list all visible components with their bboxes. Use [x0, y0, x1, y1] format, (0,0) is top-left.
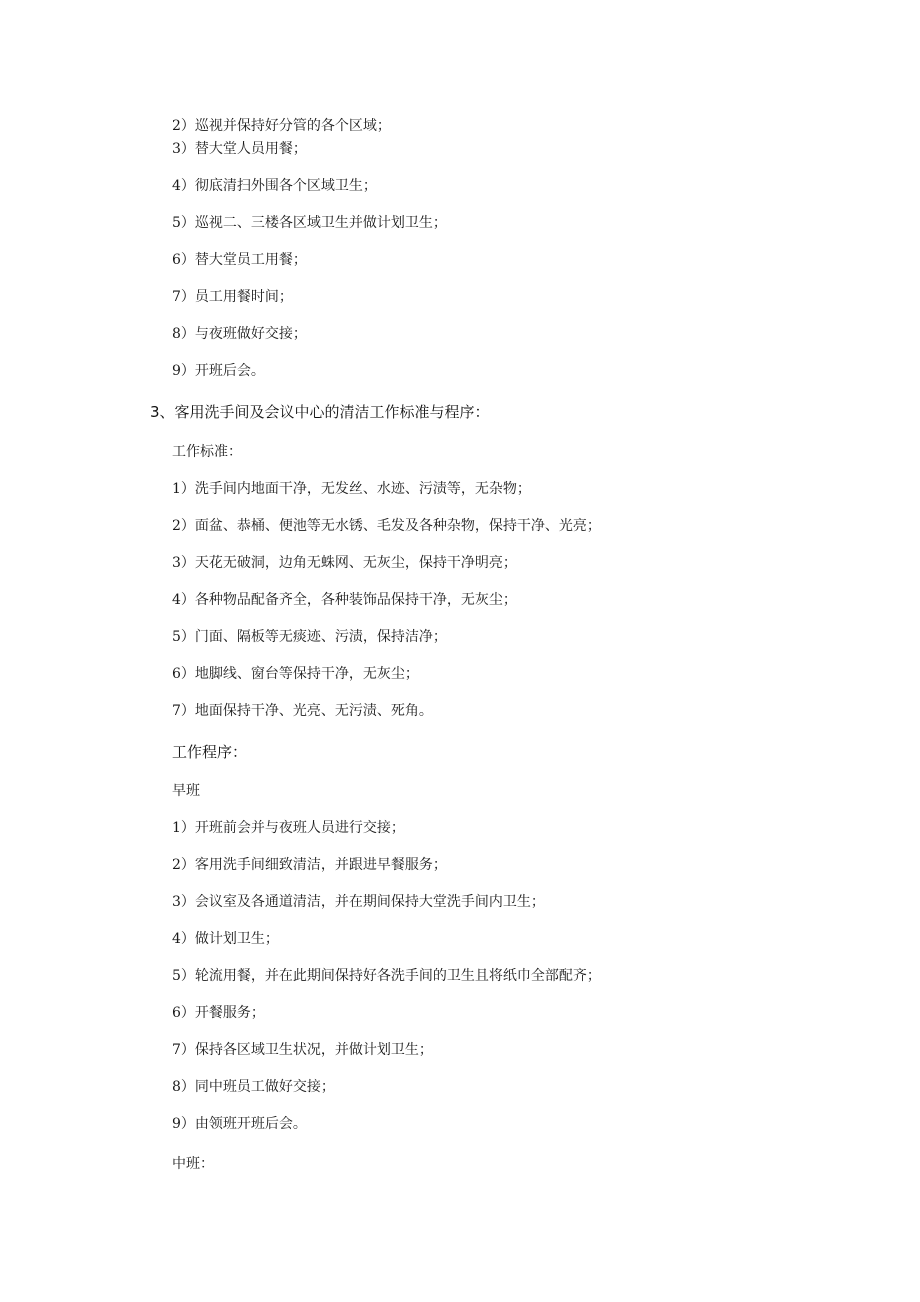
early-shift-item: 7）保持各区域卫生状况，并做计划卫生； [172, 1042, 433, 1058]
list-item: 2）巡视并保持好分管的各个区域； [172, 118, 391, 134]
standard-item: 7）地面保持干净、光亮、无污渍、死角。 [172, 703, 433, 719]
section-heading: 3、客用洗手间及会议中心的清洁工作标准与程序： [150, 403, 490, 421]
early-shift-item: 2）客用洗手间细致清洁，并跟进早餐服务； [172, 857, 447, 873]
standard-item: 1）洗手间内地面干净，无发丝、水迹、污渍等，无杂物； [172, 481, 531, 497]
early-shift-item: 6）开餐服务； [172, 1005, 265, 1021]
early-shift-item: 1）开班前会并与夜班人员进行交接； [172, 820, 405, 836]
list-item: 7）员工用餐时间； [172, 289, 293, 305]
standard-item: 3）天花无破洞，边角无蛛网、无灰尘，保持干净明亮； [172, 555, 517, 571]
early-shift-label: 早班 [172, 783, 200, 799]
early-shift-item: 3）会议室及各通道清洁，并在期间保持大堂洗手间内卫生； [172, 894, 545, 910]
list-item: 4）彻底清扫外围各个区域卫生； [172, 178, 377, 194]
early-shift-item: 5）轮流用餐，并在此期间保持好各洗手间的卫生且将纸巾全部配齐； [172, 968, 601, 984]
early-shift-item: 9）由领班开班后会。 [172, 1116, 307, 1132]
standard-item: 5）门面、隔板等无痰迹、污渍，保持洁净； [172, 629, 447, 645]
early-shift-item: 8）同中班员工做好交接； [172, 1079, 335, 1095]
early-shift-item: 4）做计划卫生； [172, 931, 279, 947]
list-item: 8）与夜班做好交接； [172, 326, 307, 342]
list-item: 9）开班后会。 [172, 363, 265, 379]
standard-item: 2）面盆、恭桶、便池等无水锈、毛发及各种杂物，保持干净、光亮； [172, 518, 601, 534]
standard-label: 工作标准： [172, 444, 242, 460]
procedure-heading: 工作程序： [172, 743, 248, 761]
standard-item: 6）地脚线、窗台等保持干净，无灰尘； [172, 666, 419, 682]
list-item: 3）替大堂人员用餐； [172, 141, 307, 157]
standard-item: 4）各种物品配备齐全，各种装饰品保持干净，无灰尘； [172, 592, 517, 608]
list-item: 6）替大堂员工用餐； [172, 252, 307, 268]
mid-shift-label: 中班： [172, 1156, 214, 1172]
list-item: 5）巡视二、三楼各区域卫生并做计划卫生； [172, 215, 447, 231]
